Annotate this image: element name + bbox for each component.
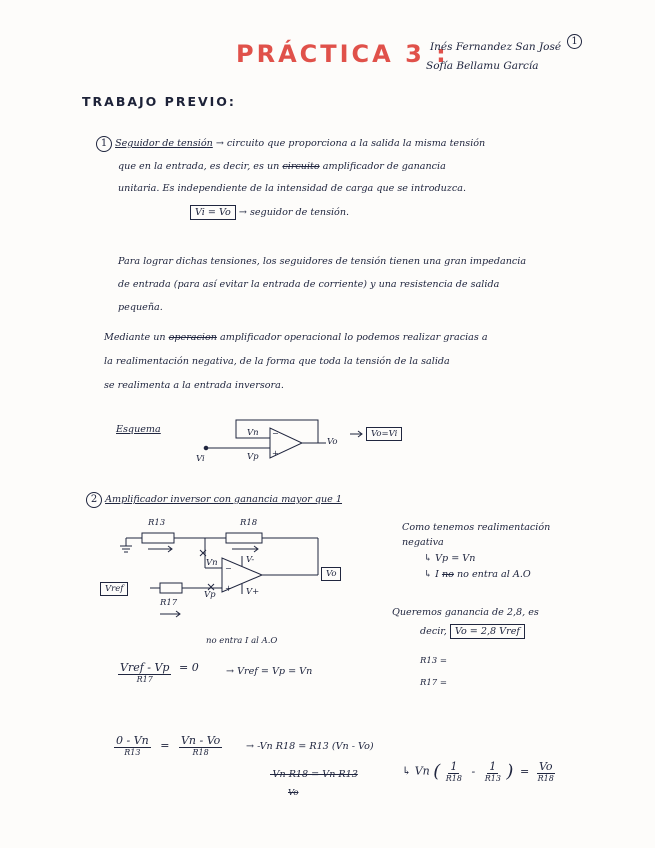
item1-line2-b: amplificador de ganancia bbox=[322, 161, 446, 172]
note1-line2: negativa bbox=[402, 537, 444, 548]
eq3-frac1-den: R18 bbox=[445, 774, 462, 783]
note2-line2 bbox=[420, 626, 525, 637]
eq3-frac2-num: 1 bbox=[489, 760, 497, 773]
item1-line2-strike: circuito bbox=[282, 161, 320, 172]
follower-vo-label: Vo bbox=[327, 437, 338, 447]
note1-i-a: ↳ I bbox=[424, 569, 439, 580]
eq3-row bbox=[402, 760, 556, 783]
note2-line2-a: decir, bbox=[420, 626, 447, 637]
eq3-paren-close: ) bbox=[506, 761, 514, 782]
eq3-frac1 bbox=[444, 760, 464, 783]
eq3-equals: = bbox=[519, 764, 530, 778]
vref-box: Vref bbox=[100, 582, 128, 596]
eq1-numerator: Vref - Vp bbox=[120, 661, 170, 674]
para1-line3: pequeña. bbox=[118, 302, 163, 313]
note1-i-b: no entra al A.O bbox=[456, 569, 531, 580]
follower-vi-label: Vi bbox=[196, 454, 205, 464]
r17-label: R17 bbox=[160, 598, 178, 608]
item2-heading: Amplificador inversor con ganancia mayor que 1 bbox=[105, 494, 343, 505]
eq3-frac3-num: Vo bbox=[538, 760, 553, 773]
note2-line1: Queremos ganancia de 2,8, es bbox=[392, 607, 539, 618]
eq3-minus: - bbox=[471, 764, 476, 778]
eq3-frac2 bbox=[483, 760, 503, 783]
eq2-right-den: R18 bbox=[192, 748, 209, 757]
eq3-strike2: Vo bbox=[288, 788, 299, 798]
eq2-right-num: Vn - Vo bbox=[180, 734, 221, 747]
r13-label: R13 bbox=[148, 518, 166, 528]
author-1: Inés Fernandez San José bbox=[430, 41, 562, 53]
no-entra-note: no entra I al A.O bbox=[206, 636, 278, 646]
author-2: Sofía Bellamu García bbox=[426, 60, 539, 72]
page-number-badge: 1 bbox=[567, 34, 582, 49]
eq3-frac1-num: 1 bbox=[450, 760, 458, 773]
note2-gain-box: Vo = 2,8 Vref bbox=[450, 624, 525, 639]
eq1-row bbox=[118, 661, 199, 684]
eq1-fraction bbox=[118, 661, 171, 684]
eq2-right-fraction bbox=[179, 734, 222, 757]
page-title: PRÁCTICA 3 : bbox=[236, 40, 449, 68]
note1-i-strike: no bbox=[441, 569, 454, 580]
eq3-frac3 bbox=[536, 760, 556, 783]
item1-line3: unitaria. Es independiente de la intensidad de carga que se introduzca. bbox=[118, 183, 467, 194]
para2-line3: se realimenta a la entrada inversora. bbox=[104, 380, 284, 391]
esquema-label: Esquema bbox=[116, 424, 161, 435]
eq1-denominator: R17 bbox=[136, 675, 153, 684]
eq3-paren-open: ( bbox=[433, 761, 441, 782]
vo2-box: Vo bbox=[321, 567, 341, 581]
eq2-left-num: 0 - Vn bbox=[116, 734, 149, 747]
eq3-lead: ↳ Vn bbox=[402, 764, 430, 778]
para2-line1-b: amplificador operacional lo podemos realizar gracias a bbox=[219, 332, 488, 343]
vn2-label: Vn bbox=[206, 558, 218, 568]
item1-line1-rest: → circuito que proporciona a la salida la misma tensión bbox=[215, 138, 486, 149]
eq2-equals: = bbox=[160, 738, 170, 752]
inv-minus-sign: − bbox=[225, 564, 232, 573]
note1-i-line bbox=[424, 569, 531, 580]
para1-line2: de entrada (para así evitar la entrada de corriente) y una resistencia de salida bbox=[118, 279, 500, 290]
vplus-label: V+ bbox=[246, 587, 260, 597]
eq3-strike: -Vn R18 = Vn R13 bbox=[270, 769, 358, 780]
follower-vn-label: Vn bbox=[247, 428, 259, 438]
item1-heading: Seguidor de tensión bbox=[115, 138, 213, 149]
follower-plus-sign: + bbox=[272, 449, 279, 458]
eq3-frac3-den: R18 bbox=[537, 774, 554, 783]
eq2-result: → -Vn R18 = R13 (Vn - Vo) bbox=[246, 741, 374, 752]
eq1-result: → Vref = Vp = Vn bbox=[226, 666, 313, 677]
para2-line1-a: Mediante un bbox=[104, 332, 166, 343]
follower-minus-sign: − bbox=[272, 429, 279, 438]
item1-number: 1 bbox=[96, 136, 112, 152]
eq3-frac2-den: R13 bbox=[484, 774, 501, 783]
r17-eq: R17 = bbox=[420, 678, 448, 688]
follower-result-box: Vo=Vi bbox=[366, 427, 402, 441]
note1-line1: Como tenemos realimentación bbox=[402, 522, 551, 533]
eq2-left-fraction bbox=[114, 734, 151, 757]
r18-label: R18 bbox=[240, 518, 258, 528]
section-title: TRABAJO PREVIO: bbox=[82, 94, 236, 109]
vminus-label: V- bbox=[246, 555, 255, 565]
eq2-row bbox=[114, 734, 222, 757]
item1-line2-a: que en la entrada, es decir, es un bbox=[118, 161, 280, 172]
r13-resistor bbox=[142, 533, 174, 543]
para2-line1-strike: operacion bbox=[168, 332, 217, 343]
eq1-equals: = 0 bbox=[178, 661, 199, 674]
item1-formula-box: Vi = Vo bbox=[190, 205, 236, 220]
vp2-label: Vp bbox=[204, 590, 216, 600]
para1-line1: Para lograr dichas tensiones, los seguidores de tensión tienen una gran impedancia bbox=[118, 256, 527, 267]
item1-formula-rest: → seguidor de tensión. bbox=[238, 207, 350, 218]
inv-plus-sign: + bbox=[225, 584, 232, 593]
follower-vp-label: Vp bbox=[247, 452, 259, 462]
r17-resistor bbox=[160, 583, 182, 593]
eq2-left-den: R13 bbox=[124, 748, 141, 757]
note1-vp: ↳ Vp = Vn bbox=[424, 553, 476, 564]
para2-line2: la realimentación negativa, de la forma que toda la tensión de la salida bbox=[104, 356, 450, 367]
item2-number: 2 bbox=[86, 492, 102, 508]
r18-resistor bbox=[226, 533, 262, 543]
r13-eq: R13 = bbox=[420, 656, 448, 666]
